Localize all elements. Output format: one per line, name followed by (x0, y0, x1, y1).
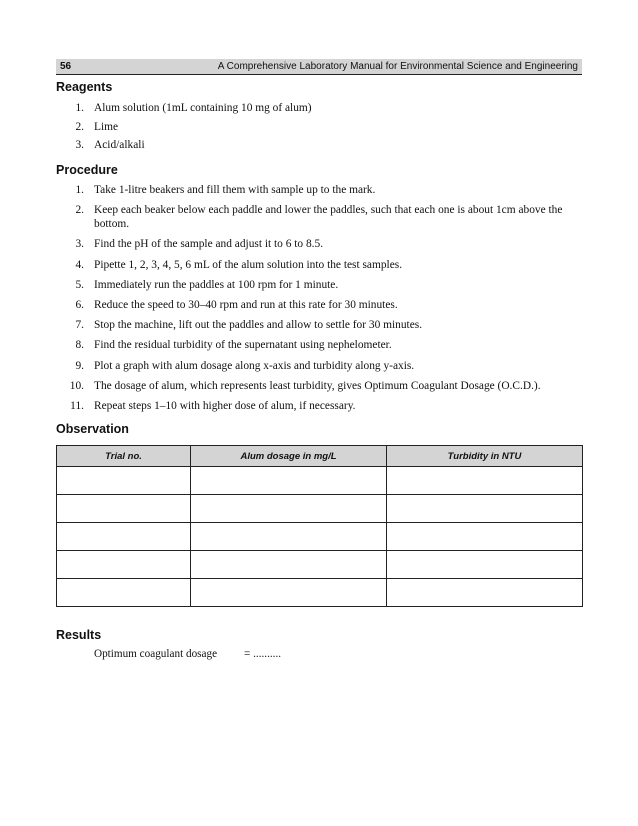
item-text: Find the pH of the sample and adjust it to 6 to 8.5. (94, 238, 324, 251)
table-cell (387, 495, 583, 523)
table-cell (57, 523, 191, 551)
item-text: Stop the machine, lift out the paddles and allow to settle for 30 minutes. (94, 319, 423, 332)
table-cell (191, 495, 387, 523)
table-cell (191, 579, 387, 607)
result-value: = .......... (244, 648, 282, 660)
item-number: 7. (75, 319, 84, 332)
procedure-heading: Procedure (56, 163, 118, 177)
observation-table (56, 445, 583, 607)
list-item (56, 338, 586, 352)
list-item (56, 183, 586, 197)
result-line (94, 648, 282, 660)
list-item (56, 359, 586, 373)
item-number: 6. (75, 298, 84, 311)
item-number: 3. (75, 139, 84, 151)
item-number: 3. (75, 238, 84, 251)
table-header-row (57, 446, 583, 467)
item-text: Take 1-litre beakers and fill them with sample up to the mark. (94, 184, 376, 196)
table-cell (387, 523, 583, 551)
table-row (57, 467, 583, 495)
reagents-list (56, 99, 586, 155)
column-header-alum-dosage: Alum dosage in mg/L (191, 446, 387, 467)
item-number: 10. (69, 379, 84, 392)
item-number: 1. (75, 184, 84, 196)
table-cell (387, 579, 583, 607)
column-header-turbidity: Turbidity in NTU (387, 446, 583, 467)
item-number: 9. (75, 359, 84, 372)
item-text: Find the residual turbidity of the supernatant using nephelometer. (94, 339, 392, 352)
table-cell (57, 467, 191, 495)
table-cell (57, 495, 191, 523)
table-row (57, 523, 583, 551)
item-number: 1. (75, 102, 84, 114)
item-text: The dosage of alum, which represents least turbidity, gives Optimum Coagulant Dosage (O.C.D.). (94, 379, 541, 392)
list-item (56, 298, 586, 312)
list-item (56, 258, 586, 272)
list-item (56, 99, 586, 118)
page-number: 56 (60, 61, 72, 72)
item-number: 4. (75, 258, 84, 271)
list-item (56, 118, 586, 137)
list-item (56, 203, 586, 231)
table-cell (387, 551, 583, 579)
item-number: 2. (75, 120, 84, 133)
item-number: 8. (75, 339, 84, 352)
item-text: Pipette 1, 2, 3, 4, 5, 6 mL of the alum solution into the test samples. (94, 258, 403, 271)
table-cell (57, 579, 191, 607)
list-item (56, 399, 586, 413)
item-text: Lime (94, 120, 119, 133)
list-item (56, 136, 586, 155)
item-text: Alum solution (1mL containing 10 mg of alum) (94, 102, 312, 114)
item-text: Repeat steps 1–10 with higher dose of alum, if necessary. (94, 399, 356, 412)
procedure-list (56, 183, 586, 419)
reagents-heading: Reagents (56, 80, 113, 94)
item-text: Plot a graph with alum dosage along x-axis and turbidity along y-axis. (94, 359, 415, 372)
column-header-trial: Trial no. (57, 446, 191, 467)
item-text: Keep each beaker below each paddle and lower the paddles, such that each one is about 1cm above the bottom. (94, 204, 563, 231)
item-text: Immediately run the paddles at 100 rpm for 1 minute. (94, 278, 339, 291)
result-label: Optimum coagulant dosage (94, 648, 218, 660)
table-row (57, 551, 583, 579)
table-cell (191, 551, 387, 579)
table-row (57, 579, 583, 607)
book-title: A Comprehensive Laboratory Manual for Environmental Science and Engineering (217, 61, 578, 72)
item-number: 5. (75, 278, 84, 291)
item-text: Reduce the speed to 30–40 rpm and run at this rate for 30 minutes. (94, 298, 398, 311)
table-cell (387, 467, 583, 495)
item-text: Acid/alkali (94, 139, 145, 151)
table-cell (191, 467, 387, 495)
table-cell (191, 523, 387, 551)
list-item (56, 278, 586, 292)
table-row (57, 495, 583, 523)
item-number: 11. (70, 399, 84, 412)
item-number: 2. (75, 204, 84, 217)
observation-heading: Observation (56, 422, 129, 436)
list-item (56, 318, 586, 332)
results-heading: Results (56, 628, 102, 642)
list-item (56, 237, 586, 251)
table-cell (57, 551, 191, 579)
running-header (56, 59, 582, 75)
list-item (56, 379, 586, 393)
